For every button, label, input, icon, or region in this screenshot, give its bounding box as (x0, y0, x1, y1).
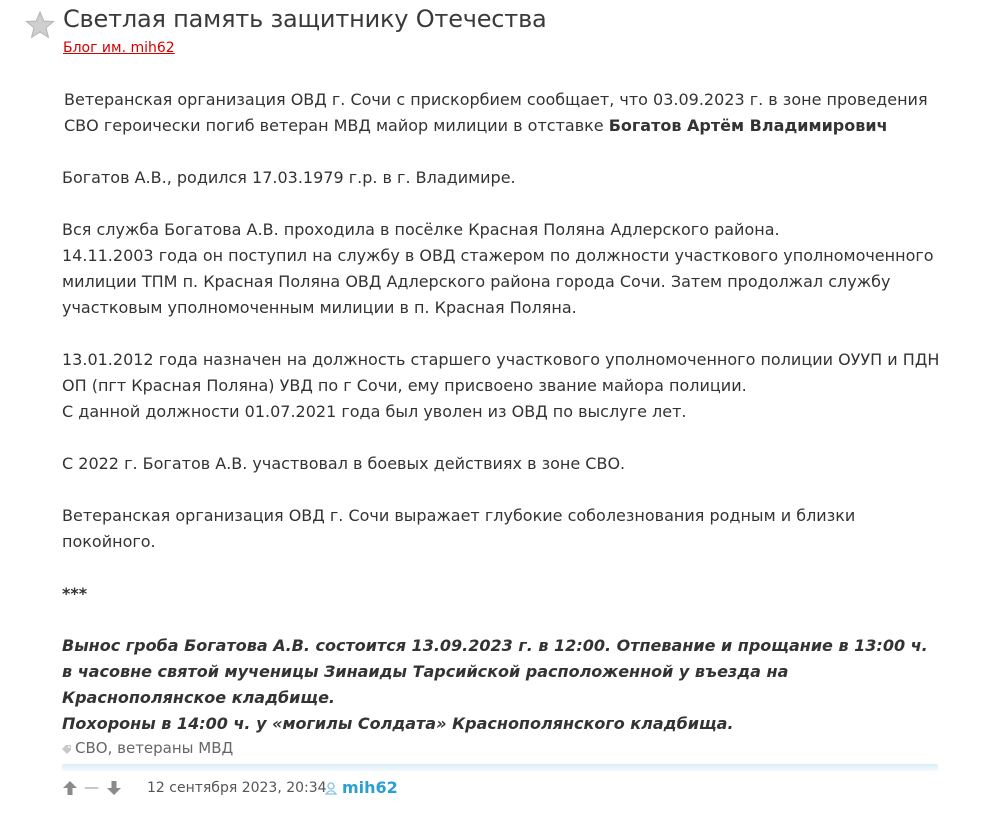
blog-link[interactable]: Блог им. mih62 (63, 40, 175, 56)
condolences-paragraph: Ветеранская организация ОВД г. Сочи выражает глубокие соболезнования родным и близки покойного. (62, 506, 856, 551)
vote-up-arrow-icon[interactable] (62, 780, 78, 796)
user-icon (325, 782, 337, 795)
vote-rating-separator: — (84, 778, 99, 796)
intro-text: Ветеранская организация ОВД г. Сочи с прискорбием сообщает, что 03.09.2023 г. в зоне проведения СВО героически погиб ветеран МВД майор милиции в отставке (64, 90, 928, 135)
intro-paragraph (62, 87, 942, 139)
separator: *** (62, 584, 88, 603)
tag-separator: , (107, 739, 118, 757)
vote-down-arrow-icon[interactable] (106, 780, 122, 796)
appointment-line-2: С данной должности 01.07.2021 года был уволен из ОВД по выслуге лет. (62, 402, 687, 421)
funeral-line-1: Вынос гроба Богатова А.В. состоится 13.09.2023 г. в 12:00. Отпевание и прощание в 13:00 ч. в часовне святой мученицы Зинаиды Тарсийской расположенной у въезда на Краснополянское кладбище. (62, 636, 928, 707)
footer-divider (62, 764, 938, 771)
appointment-line-1: 13.01.2012 года назначен на должность старшего участкового уполномоченного полиции ОУУП и ПДН ОП (пгт Красная Поляна) УВД по г Сочи, ему присвоено звание майора полиции. (62, 350, 940, 395)
post-date: 12 сентября 2023, 20:34 (147, 780, 327, 796)
tag-icon (62, 744, 72, 754)
post-content (62, 87, 942, 737)
born-paragraph: Богатов А.В., родился 17.03.1979 г.р. в г. Владимире. (62, 168, 516, 187)
post-footer (62, 778, 942, 800)
service-line-2: 14.11.2003 года он поступил на службу в ОВД стажером по должности участкового уполномоченного милиции ТПМ п. Красная Поляна ОВД Адлерского района города Сочи. Затем продолжал службу участковым уполномоченным милиции в п. Красная Поляна. (62, 246, 934, 317)
favourite-star-icon[interactable] (25, 10, 55, 40)
tag-svo[interactable]: СВО (75, 739, 108, 757)
funeral-line-2: Похороны в 14:00 ч. у «могилы Солдата» Краснополянского кладбища. (62, 714, 734, 733)
author-link[interactable]: mih62 (342, 778, 398, 797)
tag-veterans-mvd[interactable]: ветераны МВД (117, 739, 234, 757)
service-line-1: Вся служба Богатова А.В. проходила в посёлке Красная Поляна Адлерского района. (62, 220, 780, 239)
svo-paragraph: С 2022 г. Богатов А.В. участвовал в боевых действиях в зоне СВО. (62, 454, 626, 473)
tags-list (62, 739, 233, 757)
intro-name: Богатов Артём Владимирович (608, 116, 888, 135)
post-title: Светлая память защитнику Отечества (63, 5, 547, 33)
